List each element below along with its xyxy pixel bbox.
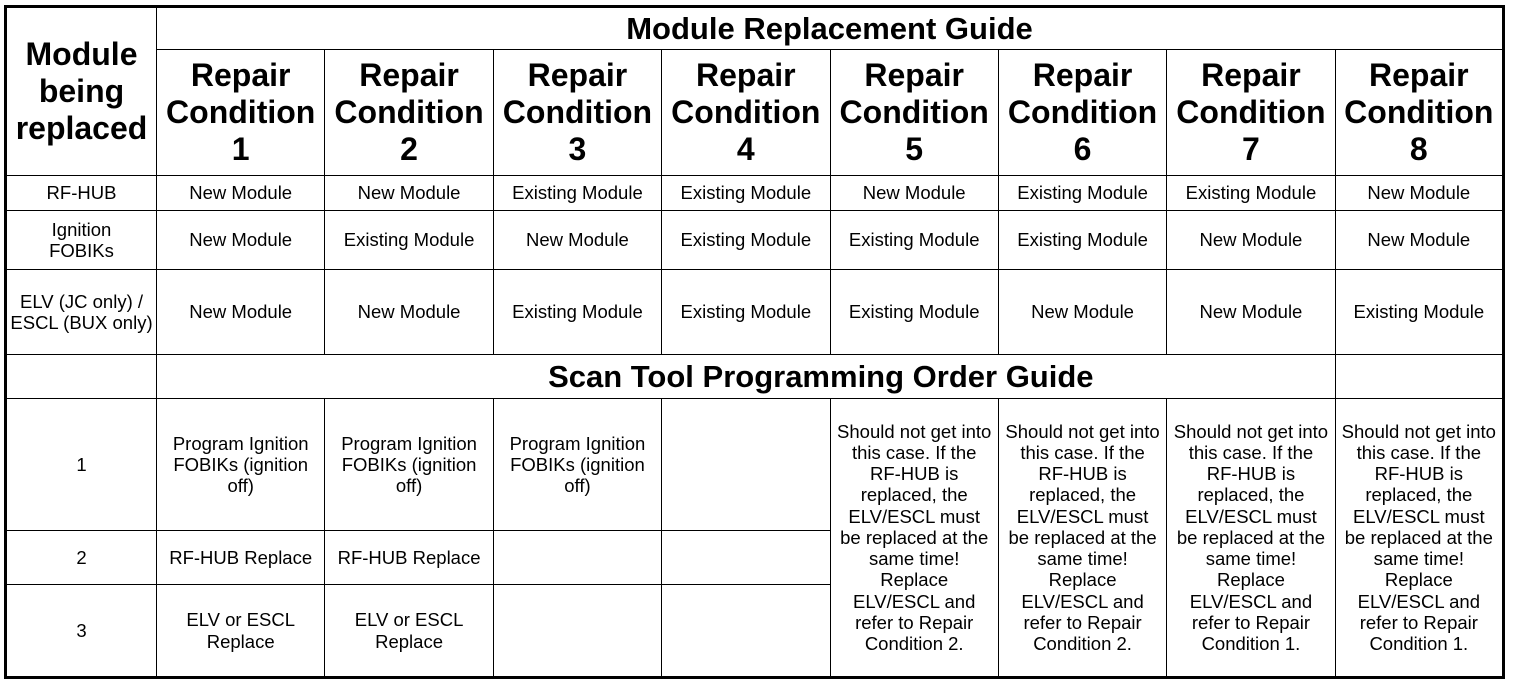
repair-condition-header: Repair Condition 5 [830, 50, 998, 176]
note-cell: Should not get into this case. If the RF-HUB is replaced, the ELV/ESCL must be replaced at the same time! Replace ELV/ESCL and refer to Repair Condition 2. [830, 399, 998, 678]
module-label: ELV (JC only) / ESCL (BUX only) [6, 270, 157, 355]
table-cell: New Module [1335, 176, 1503, 211]
table-row [6, 270, 1504, 355]
table-cell [662, 531, 830, 585]
table-row [6, 399, 1504, 531]
table-cell: RF-HUB Replace [325, 531, 493, 585]
section-title: Scan Tool Programming Order Guide [157, 355, 1336, 399]
table-cell: Program Ignition FOBIKs (ignition off) [157, 399, 325, 531]
table-cell: Existing Module [998, 176, 1166, 211]
table-cell: New Module [1167, 211, 1335, 270]
empty-cell [6, 355, 157, 399]
table-cell: New Module [157, 176, 325, 211]
note-cell: Should not get into this case. If the RF-HUB is replaced, the ELV/ESCL must be replaced at the same time! Replace ELV/ESCL and refer to Repair Condition 1. [1167, 399, 1335, 678]
table-cell: New Module [493, 211, 661, 270]
table-cell: Existing Module [493, 270, 661, 355]
table-cell: New Module [1335, 211, 1503, 270]
repair-condition-header: Repair Condition 4 [662, 50, 830, 176]
repair-condition-header: Repair Condition 2 [325, 50, 493, 176]
table-cell: New Module [998, 270, 1166, 355]
table-cell: New Module [157, 211, 325, 270]
table-row [6, 176, 1504, 211]
table-cell: Existing Module [998, 211, 1166, 270]
module-replacement-table [4, 5, 1505, 679]
table-cell: RF-HUB Replace [157, 531, 325, 585]
step-number: 3 [6, 585, 157, 678]
table-cell: ELV or ESCL Replace [157, 585, 325, 678]
table-cell: Existing Module [1335, 270, 1503, 355]
note-cell: Should not get into this case. If the RF-HUB is replaced, the ELV/ESCL must be replaced at the same time! Replace ELV/ESCL and refer to Repair Condition 2. [998, 399, 1166, 678]
table-cell: Existing Module [830, 270, 998, 355]
repair-condition-header: Repair Condition 7 [1167, 50, 1335, 176]
table-cell: Existing Module [1167, 176, 1335, 211]
table-cell [662, 585, 830, 678]
empty-cell [1335, 355, 1503, 399]
repair-condition-header: Repair Condition 3 [493, 50, 661, 176]
table-cell: Existing Module [493, 176, 661, 211]
table-cell: Existing Module [830, 211, 998, 270]
table-cell: New Module [325, 270, 493, 355]
table-cell: New Module [325, 176, 493, 211]
table-cell [493, 531, 661, 585]
step-number: 1 [6, 399, 157, 531]
table-cell: Existing Module [662, 176, 830, 211]
table-cell: New Module [157, 270, 325, 355]
step-number: 2 [6, 531, 157, 585]
module-label: RF-HUB [6, 176, 157, 211]
repair-condition-header: Repair Condition 6 [998, 50, 1166, 176]
table-cell: New Module [1167, 270, 1335, 355]
table-cell: ELV or ESCL Replace [325, 585, 493, 678]
module-being-replaced-header: Module being replaced [6, 7, 157, 176]
table-cell: Existing Module [662, 211, 830, 270]
table-cell [493, 585, 661, 678]
table-cell: Existing Module [325, 211, 493, 270]
table-cell: Program Ignition FOBIKs (ignition off) [493, 399, 661, 531]
repair-condition-header: Repair Condition 1 [157, 50, 325, 176]
module-label: Ignition FOBIKs [6, 211, 157, 270]
table-row [6, 211, 1504, 270]
table-cell: New Module [830, 176, 998, 211]
note-cell: Should not get into this case. If the RF-HUB is replaced, the ELV/ESCL must be replaced at the same time! Replace ELV/ESCL and refer to Repair Condition 1. [1335, 399, 1503, 678]
repair-condition-header: Repair Condition 8 [1335, 50, 1503, 176]
table-title: Module Replacement Guide [157, 7, 1504, 50]
table-cell: Program Ignition FOBIKs (ignition off) [325, 399, 493, 531]
table-cell: Existing Module [662, 270, 830, 355]
table-cell [662, 399, 830, 531]
